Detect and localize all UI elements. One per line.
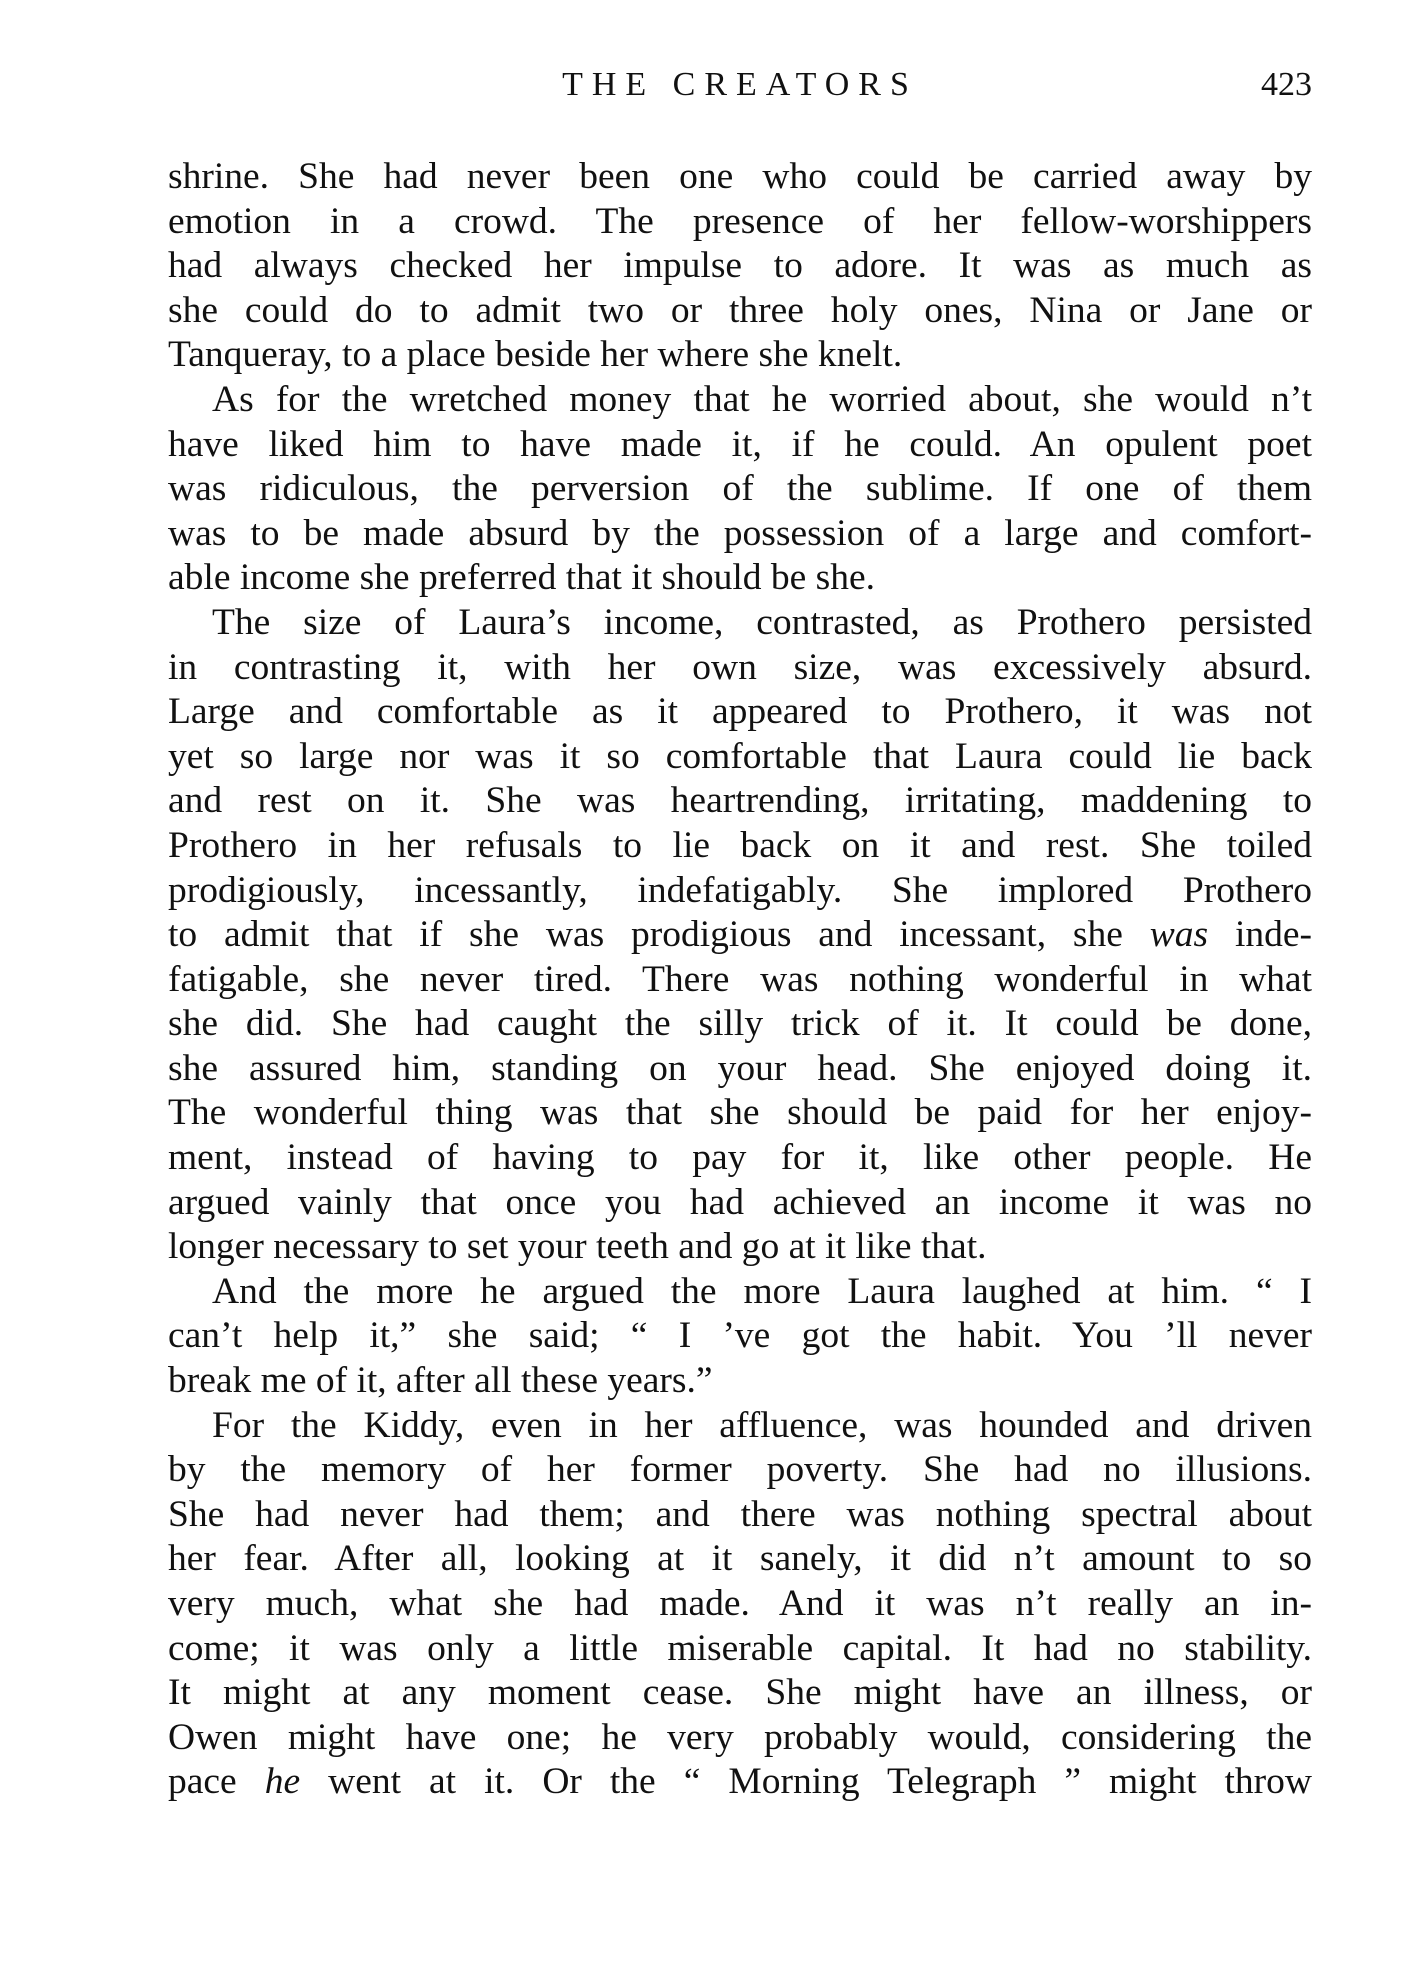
text-segment: fatigable, she never tired. There was nothing wonderful in what xyxy=(168,958,1312,1000)
text-line xyxy=(168,378,1312,423)
body-text xyxy=(168,155,1312,1805)
text-segment: she did. She had caught the silly trick of it. It could be done, xyxy=(168,1003,1312,1045)
text-line xyxy=(168,1270,1312,1315)
paragraph xyxy=(168,378,1312,601)
text-segment: emotion in a crowd. The presence of her fellow-worshippers xyxy=(168,200,1312,242)
text-segment: longer necessary to set your teeth and go at it like that. xyxy=(168,1226,987,1268)
text-segment: had always checked her impulse to adore. It was as much as xyxy=(168,245,1312,287)
text-line xyxy=(168,646,1312,691)
text-segment: in contrasting it, with her own size, was excessively absurd. xyxy=(168,646,1312,688)
text-line xyxy=(168,467,1312,512)
text-segment: argued vainly that once you had achieved an income it was no xyxy=(168,1181,1312,1223)
text-segment: by the memory of her former poverty. She had no illusions. xyxy=(168,1449,1312,1491)
text-segment: shrine. She had never been one who could be carried away by xyxy=(168,156,1312,197)
paragraph xyxy=(168,1270,1312,1404)
text-segment: Owen might have one; he very probably would, considering the xyxy=(168,1716,1312,1758)
text-segment: her fear. After all, looking at it sanely, it did n’t amount to so xyxy=(168,1538,1312,1580)
text-line xyxy=(168,601,1312,646)
text-segment: prodigiously, incessantly, indefatigably. She implored Prothero xyxy=(168,869,1312,911)
text-line xyxy=(168,913,1312,958)
paragraph xyxy=(168,155,1312,378)
text-segment: come; it was only a little miserable capital. It had no stability. xyxy=(168,1627,1312,1669)
text-line xyxy=(168,958,1312,1003)
text-segment: able income she preferred that it should be she. xyxy=(168,557,876,599)
text-segment: she assured him, standing on your head. She enjoyed doing it. xyxy=(168,1047,1312,1089)
text-segment: Tanqueray, to a place beside her where she knelt. xyxy=(168,334,903,376)
text-segment: was ridiculous, the perversion of the sublime. If one of them xyxy=(168,468,1312,510)
text-segment: break me of it, after all these years.” xyxy=(168,1360,713,1402)
text-segment: pace xyxy=(168,1761,265,1803)
text-segment: was to be made absurd by the possession of a large and comfort- xyxy=(168,512,1312,554)
text-segment: very much, what she had made. And it was n’t really an in- xyxy=(168,1583,1312,1624)
text-line xyxy=(168,1537,1312,1582)
text-segment: Large and comfortable as it appeared to Prothero, it was not xyxy=(168,691,1312,733)
text-line xyxy=(168,244,1312,289)
text-line xyxy=(168,1760,1312,1805)
text-segment: The size of Laura’s income, contrasted, as Prothero persisted xyxy=(212,601,1312,643)
page-number: 423 xyxy=(1261,66,1312,103)
text-line xyxy=(168,1493,1312,1538)
text-line xyxy=(168,512,1312,557)
text-line xyxy=(168,1136,1312,1181)
running-title: THE CREATORS xyxy=(562,66,918,103)
text-segment: For the Kiddy, even in her affluence, was hounded and driven xyxy=(212,1404,1312,1446)
text-line xyxy=(168,869,1312,914)
text-segment: Prothero in her refusals to lie back on it and rest. She toiled xyxy=(168,824,1312,866)
text-segment: As for the wretched money that he worried about, she would n’t xyxy=(212,378,1312,420)
text-line xyxy=(168,1225,1312,1270)
text-line xyxy=(168,1047,1312,1092)
text-line xyxy=(168,155,1312,200)
text-line xyxy=(168,556,1312,601)
text-line xyxy=(168,1314,1312,1359)
text-line xyxy=(168,690,1312,735)
paragraph xyxy=(168,1404,1312,1805)
text-line xyxy=(168,1627,1312,1672)
text-line xyxy=(168,1582,1312,1627)
text-segment: can’t help it,” she said; “ I ’ve got the habit. You ’ll never xyxy=(168,1315,1312,1357)
text-line xyxy=(168,779,1312,824)
text-line xyxy=(168,200,1312,245)
text-line xyxy=(168,1671,1312,1716)
text-segment: to admit that if she was prodigious and incessant, she xyxy=(168,914,1150,956)
text-line xyxy=(168,1716,1312,1761)
text-line xyxy=(168,289,1312,334)
text-line xyxy=(168,423,1312,468)
text-segment: and rest on it. She was heartrending, irritating, maddening to xyxy=(168,780,1312,822)
text-line xyxy=(168,333,1312,378)
text-line xyxy=(168,1181,1312,1226)
page-header xyxy=(168,66,1312,116)
text-line xyxy=(168,1359,1312,1404)
text-line xyxy=(168,824,1312,869)
text-line xyxy=(168,1002,1312,1047)
text-segment: She had never had them; and there was nothing spectral about xyxy=(168,1493,1312,1535)
text-segment: And the more he argued the more Laura laughed at him. “ I xyxy=(212,1270,1312,1312)
italic-text: was xyxy=(1149,914,1209,956)
text-segment: inde- xyxy=(1208,914,1312,956)
text-segment: ment, instead of having to pay for it, like other people. He xyxy=(168,1137,1312,1179)
text-segment: have liked him to have made it, if he could. An opulent poet xyxy=(168,423,1312,465)
text-line xyxy=(168,1448,1312,1493)
text-line xyxy=(168,735,1312,780)
paragraph xyxy=(168,601,1312,1270)
text-line xyxy=(168,1091,1312,1136)
text-line xyxy=(168,1404,1312,1449)
italic-text: he xyxy=(264,1761,301,1803)
text-segment: It might at any moment cease. She might have an illness, or xyxy=(168,1672,1312,1714)
text-segment: The wonderful thing was that she should be paid for her enjoy- xyxy=(168,1092,1312,1134)
text-segment: went at it. Or the “ Morning Telegraph ” might throw xyxy=(300,1761,1312,1803)
text-segment: she could do to admit two or three holy ones, Nina or Jane or xyxy=(168,289,1312,331)
text-segment: yet so large nor was it so comfortable that Laura could lie back xyxy=(168,735,1312,777)
